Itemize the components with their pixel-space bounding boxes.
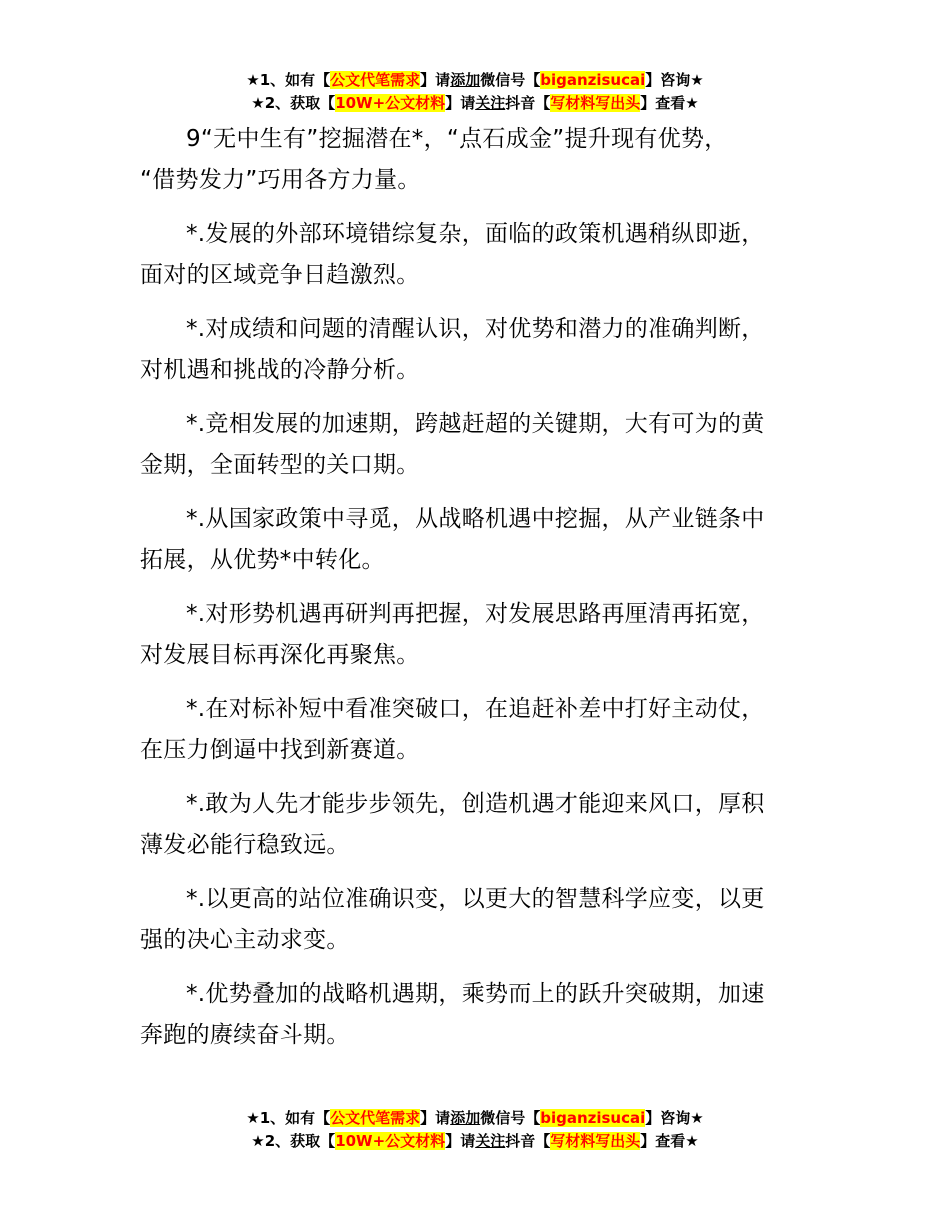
line: 拓展，从优势*中转化。 <box>140 547 385 573</box>
banner-text: 】请 <box>420 71 451 89</box>
paragraph-8 <box>140 784 820 866</box>
line: *.以更高的站位准确识变，以更大的智慧科学应变，以更 <box>186 886 765 912</box>
banner-text: ★2、获取【 <box>251 1132 336 1150</box>
line: *.在对标补短中看准突破口，在追赶补差中打好主动仗， <box>186 696 765 722</box>
banner-text: 】查看★ <box>640 1132 699 1150</box>
line: 在压力倒逼中找到新赛道。 <box>140 737 420 763</box>
paragraph-9 <box>140 879 820 961</box>
underlined-text: 关注 <box>475 94 506 112</box>
line: 强的决心主动求变。 <box>140 927 350 953</box>
banner-line-2 <box>0 1130 950 1153</box>
highlight-materials: 10W+公文材料 <box>335 1132 446 1150</box>
line: *.发展的外部环境错综复杂，面临的政策机遇稍纵即逝， <box>186 221 765 247</box>
footer-banner <box>0 1107 950 1153</box>
highlight-service: 公文代笔需求 <box>330 1109 421 1127</box>
highlight-wechat-id: biganzisucai <box>540 1109 646 1127</box>
banner-text: 抖音【 <box>505 1132 551 1150</box>
banner-text: 】请 <box>445 94 476 112</box>
banner-text: 微信号【 <box>480 1109 541 1127</box>
paragraph-5 <box>140 499 820 581</box>
document-body <box>140 119 820 1069</box>
line: 对发展目标再深化再聚焦。 <box>140 642 420 668</box>
line: *.从国家政策中寻觅，从战略机遇中挖掘，从产业链条中 <box>186 506 765 532</box>
line: *.敢为人先才能步步领先，创造机遇才能迎来风口，厚积 <box>186 791 765 817</box>
paragraph-7 <box>140 689 820 771</box>
line: 面对的区域竞争日趋激烈。 <box>140 262 420 288</box>
banner-text: ★2、获取【 <box>251 94 336 112</box>
line: 9“无中生有”挖掘潜在*，“点石成金”提升现有优势， <box>186 126 728 152</box>
highlight-service: 公文代笔需求 <box>330 71 421 89</box>
line: *.竞相发展的加速期，跨越赶超的关键期，大有可为的黄 <box>186 411 765 437</box>
banner-text: 微信号【 <box>480 71 541 89</box>
line: *.对成绩和问题的清醒认识，对优势和潜力的准确判断， <box>186 316 765 342</box>
underlined-text: 添加 <box>450 1109 481 1127</box>
line: 奔跑的赓续奋斗期。 <box>140 1022 350 1048</box>
banner-text: ★1、如有【 <box>246 71 331 89</box>
paragraph-1 <box>140 119 820 201</box>
underlined-text: 添加 <box>450 71 481 89</box>
highlight-materials: 10W+公文材料 <box>335 94 446 112</box>
paragraph-3 <box>140 309 820 391</box>
highlight-account: 写材料写出头 <box>550 94 641 112</box>
banner-text: 】请 <box>420 1109 451 1127</box>
banner-text: ★1、如有【 <box>246 1109 331 1127</box>
line: *.对形势机遇再研判再把握，对发展思路再厘清再拓宽， <box>186 601 765 627</box>
underlined-text: 关注 <box>475 1132 506 1150</box>
banner-text: 】咨询★ <box>645 71 704 89</box>
paragraph-4 <box>140 404 820 486</box>
highlight-wechat-id: biganzisucai <box>540 71 646 89</box>
line: 薄发必能行稳致远。 <box>140 832 350 858</box>
banner-line-1 <box>0 1107 950 1130</box>
paragraph-6 <box>140 594 820 676</box>
line: “借势发力”巧用各方力量。 <box>140 167 421 193</box>
line: *.优势叠加的战略机遇期，乘势而上的跃升突破期，加速 <box>186 981 765 1007</box>
banner-line-2 <box>0 92 950 115</box>
highlight-account: 写材料写出头 <box>550 1132 641 1150</box>
banner-text: 】咨询★ <box>645 1109 704 1127</box>
paragraph-2 <box>140 214 820 296</box>
banner-text: 】请 <box>445 1132 476 1150</box>
banner-text: 抖音【 <box>505 94 551 112</box>
line: 对机遇和挑战的冷静分析。 <box>140 357 420 383</box>
paragraph-10 <box>140 974 820 1056</box>
banner-line-1 <box>0 69 950 92</box>
header-banner <box>0 69 950 115</box>
line: 金期，全面转型的关口期。 <box>140 452 420 478</box>
banner-text: 】查看★ <box>640 94 699 112</box>
